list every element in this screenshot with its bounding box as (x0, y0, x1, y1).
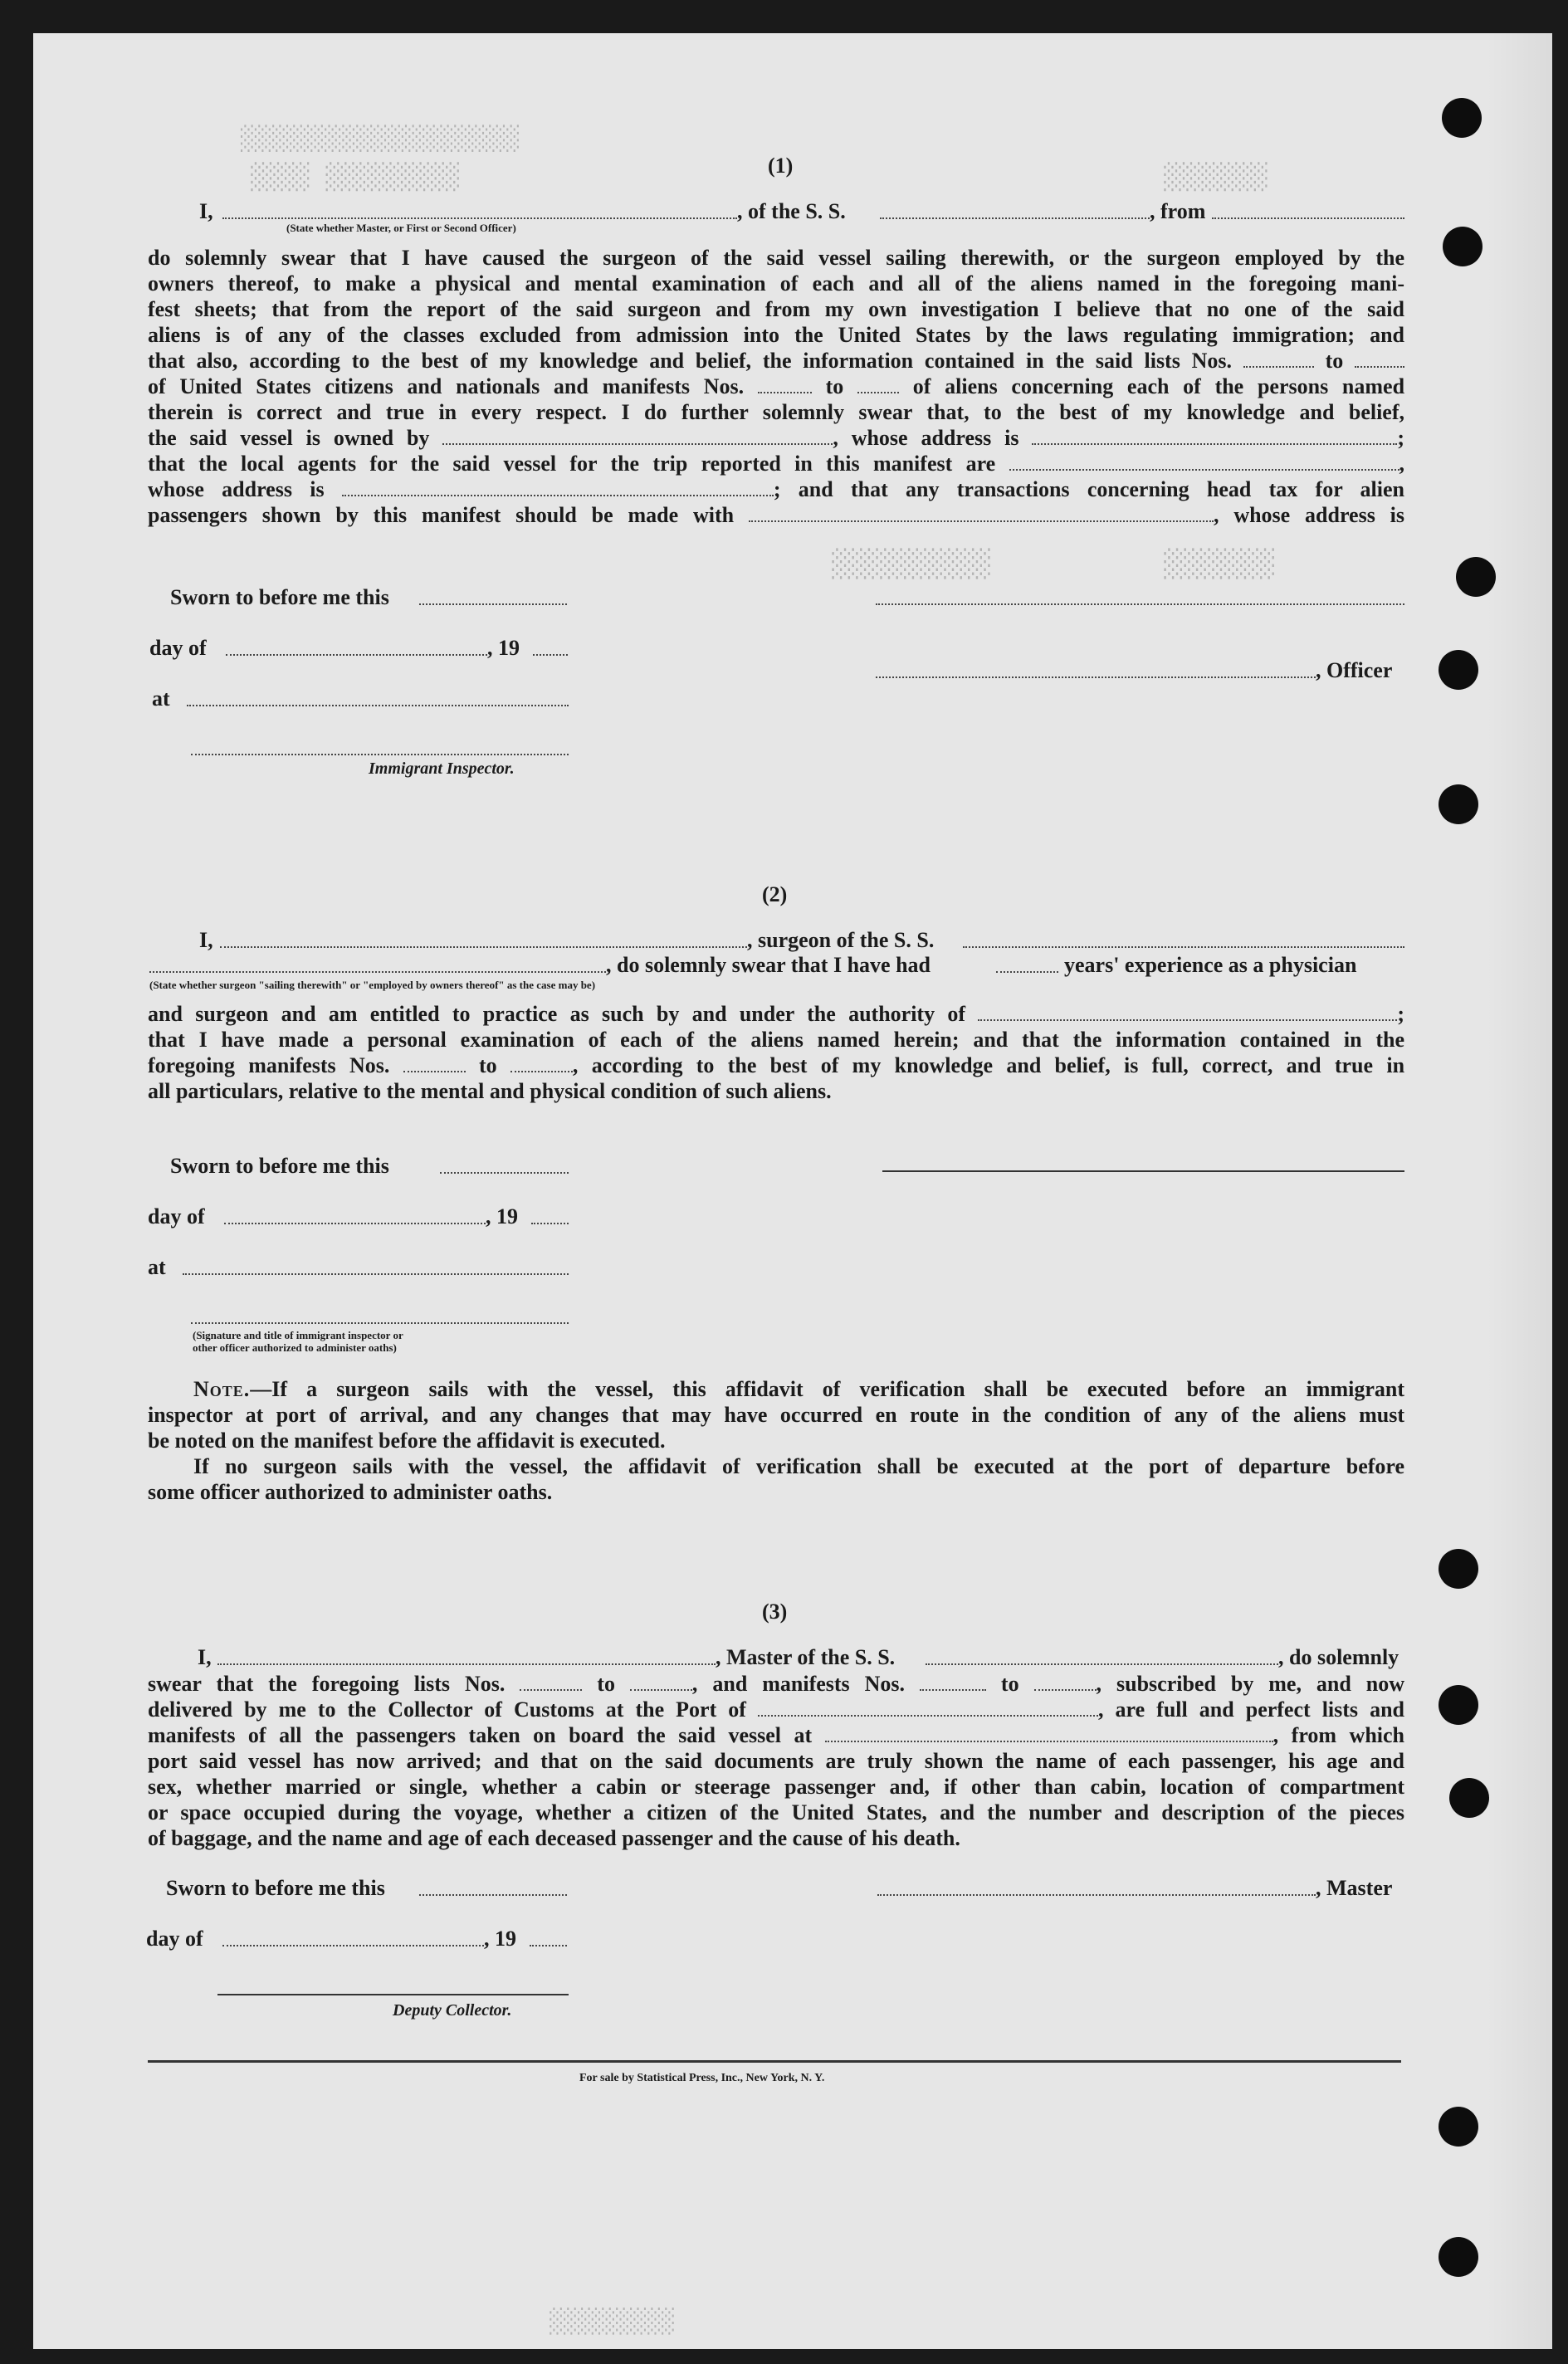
list-no-to-field[interactable] (630, 1671, 692, 1691)
at-label: at (148, 1255, 166, 1279)
officer-label: , Officer (1316, 658, 1393, 682)
owner-address-field[interactable] (1032, 425, 1397, 445)
sworn-month-field[interactable] (224, 1223, 486, 1224)
binder-hole (1449, 1778, 1489, 1818)
officer-rank-field[interactable] (222, 217, 737, 219)
master-vessel-field[interactable] (926, 1663, 1278, 1665)
binder-hole (1439, 784, 1478, 824)
head-tax-agent-field[interactable] (749, 502, 1214, 522)
sworn-month-field[interactable] (226, 654, 487, 656)
sworn-label: Sworn to before me this (170, 1154, 389, 1178)
swear-label: , do solemnly swear that I have had (606, 953, 931, 977)
bleed-through-text: ░░░░░░░ (1162, 163, 1268, 192)
authority-field[interactable] (978, 1001, 1397, 1021)
sworn-day-field[interactable] (440, 1172, 569, 1174)
manifest-no-from-field[interactable] (920, 1671, 986, 1691)
master-label: , Master (1316, 1876, 1393, 1900)
surgeon-status-field[interactable] (149, 971, 606, 973)
i-label: I, (198, 1645, 212, 1669)
year-label: , 19 (487, 636, 520, 660)
manifest-no-to-field[interactable] (510, 1053, 573, 1072)
from-label: , from (1150, 199, 1206, 223)
sworn-year-field[interactable] (533, 654, 568, 656)
binder-hole (1443, 227, 1483, 266)
binder-hole (1439, 1549, 1478, 1589)
deputy-collector-label: Deputy Collector. (393, 2001, 512, 2020)
footer-rule (148, 2060, 1401, 2063)
printer-imprint: For sale by Statistical Press, Inc., New York, N. Y. (579, 2072, 825, 2084)
sworn-month-field[interactable] (222, 1945, 484, 1946)
surgeon-of-label: , surgeon of the S. S. (747, 928, 935, 952)
inspector-signature-line[interactable] (191, 754, 569, 755)
surgeon-oath-block: and surgeon and am entitled to practice as such by and under the authority of ; that I have made a personal examination of each of the aliens named herein; and that the information contained in the foregoing manifests Nos. to , according to the best of my knowledge and belief, is full, correct, and true in all particulars, relative to the mental and physical condition of such aliens. (148, 1002, 1405, 1103)
sworn-place-field[interactable] (183, 1273, 569, 1275)
sworn-label: Sworn to before me this (170, 585, 389, 609)
day-of-label: day of (149, 636, 207, 660)
manifest-no-from-field[interactable] (758, 374, 812, 393)
field-note: (State whether Master, or First or Second Officer) (286, 222, 516, 234)
field-note: (State whether surgeon "sailing therewith" or "employed by owners thereof" as the case may be) (149, 979, 596, 991)
bleed-through-text: ░░░░░░░░░░ (830, 548, 990, 579)
manifest-no-from-field[interactable] (403, 1053, 466, 1072)
master-of-label: , Master of the S. S. (716, 1645, 896, 1669)
manifest-no-to-field[interactable] (1034, 1671, 1097, 1691)
solemnly-label: , do solemnly (1278, 1645, 1399, 1669)
owner-field[interactable] (442, 425, 833, 445)
bleed-through-text: ░░░░░░░░░ (548, 2308, 674, 2335)
master-oath-block: swear that the foregoing lists Nos. to , and manifests Nos. to , subscribed by me, and now delivered by me to the Collector of Customs at the Port of , are full and perfect lists and manifests of all the passengers taken on board the said vessel at , from which port said vessel has now arrived; and that on the said documents are truly shown the name of each passenger, his age and sex, whether married or single, whether a cabin or steerage passenger and, if other than cabin, location of compartment or space occupied during the voyage, whether a citizen of the United States, and the number and description of the pieces of baggage, and the name and age of each deceased passenger and the cause of his death. (148, 1672, 1405, 1850)
sworn-day-field[interactable] (419, 1894, 567, 1896)
sworn-year-field[interactable] (531, 1223, 569, 1224)
master-signature-line[interactable] (877, 1894, 1316, 1896)
section-number: (3) (762, 1600, 788, 1624)
of-ss-label: , of the S. S. (737, 199, 846, 223)
manifest-no-to-field[interactable] (857, 374, 899, 393)
year-label: , 19 (486, 1204, 518, 1228)
surgeon-vessel-field[interactable] (963, 946, 1404, 948)
sworn-day-field[interactable] (419, 603, 567, 605)
local-agents-field[interactable] (1009, 451, 1399, 471)
binder-hole (1439, 650, 1478, 690)
year-label: , 19 (484, 1927, 516, 1951)
note-label: Note. (193, 1377, 251, 1401)
vessel-name-field[interactable] (880, 217, 1150, 219)
list-no-from-field[interactable] (1243, 348, 1314, 368)
oath-text-block: do solemnly swear that I have caused the surgeon of the said vessel sailing therewith, or the surgeon employed by the owners thereof, to make a physical and mental examination of each and all of the aliens named in the foregoing mani- fest sheets; that from the report of the said surgeon and from my own investigation I believe that no one of the said aliens is of any of the classes excluded from admission into the United States by the laws regulating immigration; and that also, according to the best of my knowledge and belief, the information contained in the said lists Nos. to of United States citizens and nationals and manifests Nos. to of aliens concerning each of the persons named therein is correct and true in every respect. I do further solemnly swear that, to the best of my knowledge and belief, the said vessel is owned by , whose address is ; that the local agents for the said vessel for the trip reported in this manifest are , whose address is ; and that any transactions concerning head tax for alien passengers shown by this manifest should be made with , whose address is (148, 246, 1405, 527)
signature-note: other officer authorized to administer oaths) (193, 1341, 397, 1354)
sworn-place-field[interactable] (187, 705, 569, 706)
i-label: I, (199, 928, 213, 952)
officer-signature-line-2[interactable] (876, 676, 1316, 678)
sworn-year-field[interactable] (530, 1945, 567, 1946)
surgeon-signature-line[interactable] (882, 1170, 1404, 1172)
i-label: I, (199, 199, 213, 223)
bleed-through-text: ░░░░░░░ (1162, 548, 1274, 579)
bleed-through-text: ░░░░░░░░░░░░░░░░░░░░ (241, 125, 521, 152)
binder-hole (1442, 98, 1482, 138)
day-of-label: day of (148, 1204, 205, 1228)
surgeon-name-field[interactable] (220, 946, 747, 948)
list-no-to-field[interactable] (1355, 348, 1404, 368)
years-label: years' experience as a physician (1064, 953, 1357, 977)
port-field[interactable] (758, 1697, 1098, 1717)
binder-hole (1439, 2237, 1478, 2277)
bleed-through-text: ░░░░░░░░░ ░░░░ (249, 163, 459, 192)
master-name-field[interactable] (217, 1663, 716, 1665)
binder-hole (1439, 1685, 1478, 1725)
binder-hole (1439, 2107, 1478, 2147)
collector-signature-line[interactable] (217, 1994, 569, 1995)
section-number: (2) (762, 882, 788, 906)
sworn-label: Sworn to before me this (166, 1876, 385, 1900)
immigrant-inspector-label: Immigrant Inspector. (369, 760, 515, 778)
departure-port-field[interactable] (1212, 217, 1404, 219)
at-label: at (152, 686, 170, 711)
note-block: Note.—If a surgeon sails with the vessel, this affidavit of verification shall be executed before an immigrant inspector at port of arrival, and any changes that may have occurred en route in the condition of any of the aliens must be noted on the manifest before the affidavit is executed. If no surgeon sails with the vessel, the affidavit of verification shall be executed at the port of departure before some officer authorized to administer oaths. (148, 1377, 1404, 1504)
list-no-from-field[interactable] (520, 1671, 582, 1691)
embarkation-port-field[interactable] (825, 1722, 1273, 1742)
section-number: (1) (768, 154, 794, 178)
binder-hole (1456, 557, 1496, 597)
years-experience-field[interactable] (996, 971, 1058, 973)
inspector-signature-line[interactable] (191, 1322, 569, 1324)
officer-signature-line-1[interactable] (876, 603, 1404, 605)
day-of-label: day of (146, 1927, 203, 1951)
agents-address-field[interactable] (342, 476, 774, 496)
signature-note: (Signature and title of immigrant inspector or (193, 1329, 403, 1341)
